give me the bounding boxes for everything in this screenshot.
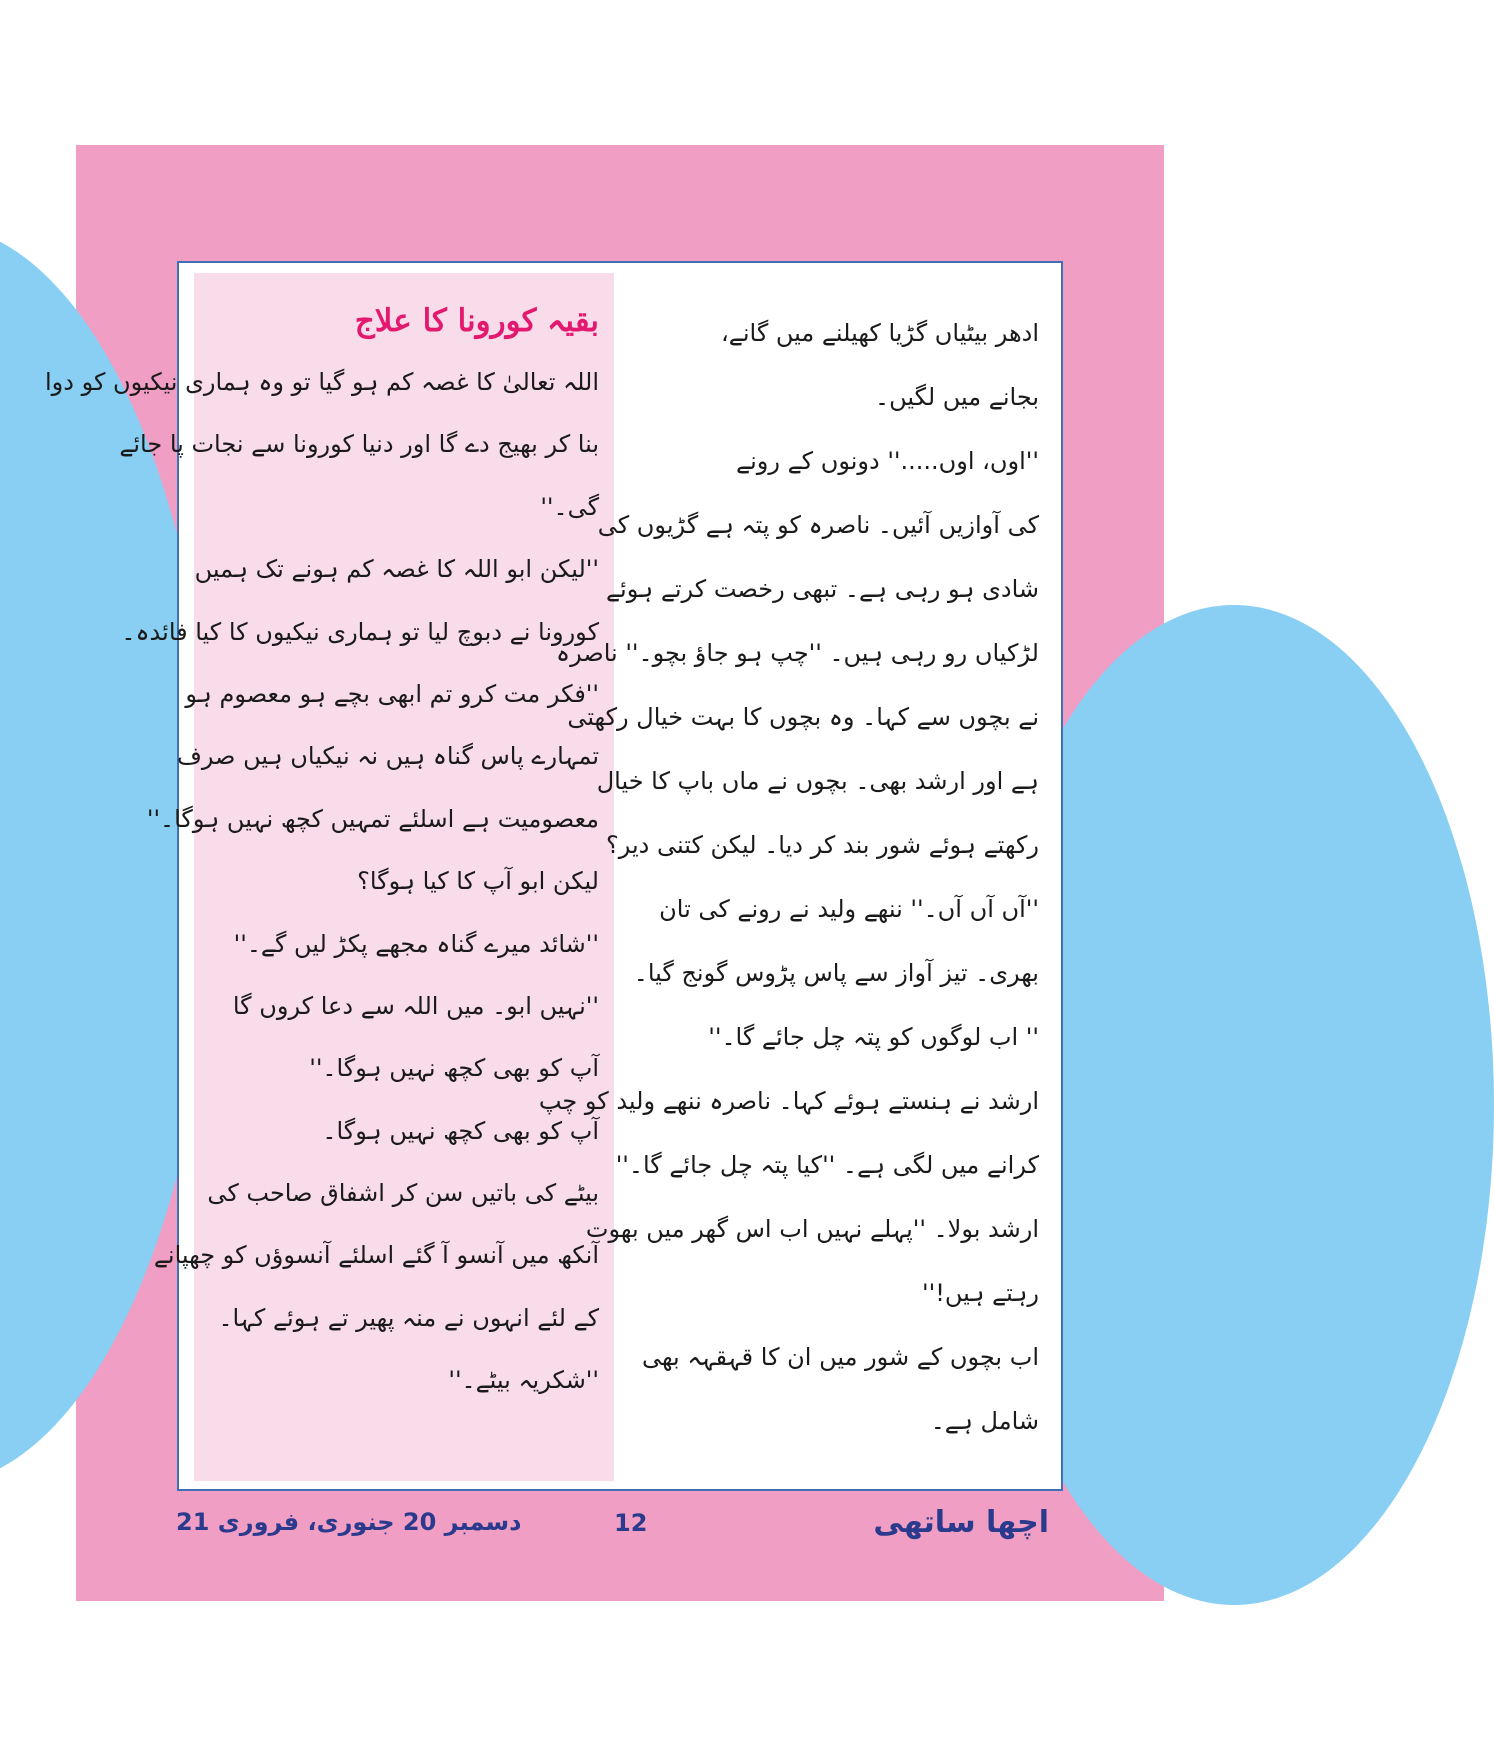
text-line: نے بچوں سے کہا۔ وہ بچوں کا بہت خیال رکھتی [567,703,1039,731]
text-line: ''شکریہ بیٹے۔'' [448,1366,599,1395]
column-title: بقیہ کورونا کا علاج [354,303,599,339]
text-line: ''آں آں آں۔'' ننھے ولید نے رونے کی تان [659,895,1039,923]
text-line: کی آوازیں آئیں۔ ناصرہ کو پتہ ہے گڑیوں کی [597,511,1039,539]
text-line: لیکن ابو آپ کا کیا ہوگا؟ [357,867,599,896]
text-line: ہے اور ارشد بھی۔ بچوں نے ماں باپ کا خیال [596,767,1039,795]
text-line: ''فکر مت کرو تم ابھی بچے ہو معصوم ہو [185,679,599,708]
text-line: رکھتے ہوئے شور بند کر دیا۔ لیکن کتنی دیر؟ [606,831,1039,859]
text-line: کرانے میں لگی ہے۔ ''کیا پتہ چل جائے گا۔'' [615,1151,1039,1179]
text-line: ارشد نے ہنستے ہوئے کہا۔ ناصرہ ننھے ولید کو چپ [538,1087,1039,1115]
text-line: ''شائد میرے گناہ مجھے پکڑ لیں گے۔'' [233,929,599,958]
content-frame [45,261,1063,1491]
issue-date: دسمبر 20 جنوری، فروری 21 [176,1508,522,1536]
text-line: ''اوں، اوں.....'' دونوں کے رونے [736,447,1039,475]
text-line: بیٹے کی باتیں سن کر اشفاق صاحب کی [207,1179,599,1208]
text-line: آنکھ میں آنسو آ گئے اسلئے آنسوؤں کو چھپانے [153,1241,599,1270]
text-line: بجانے میں لگیں۔ [875,383,1039,411]
text-line: اب بچوں کے شور میں ان کا قہقہہ بھی [641,1343,1039,1371]
text-line: لڑکیاں رو رہی ہیں۔ ''چپ ہو جاؤ بچو۔'' ناصرہ [556,639,1039,667]
text-line: شامل ہے۔ [930,1407,1039,1435]
page-number: 12 [614,1509,648,1537]
text-line: تمہارے پاس گناہ ہیں نہ نیکیاں ہیں صرف [176,742,599,771]
text-line: ادھر بیٹیاں گڑیا کھیلنے میں گانے، [721,319,1039,347]
text-line: بنا کر بھیج دے گا اور دنیا کورونا سے نجات پا جائے [119,430,599,459]
text-line: ''نہیں ابو۔ میں اللہ سے دعا کروں گا [232,991,599,1020]
text-line: ارشد بولا۔ ''پہلے نہیں اب اس گھر میں بھوت [585,1215,1039,1243]
text-line: رہتے ہیں!'' [922,1279,1039,1307]
text-line: '' اب لوگوں کو پتہ چل جائے گا۔'' [708,1023,1039,1051]
left-column [45,301,599,1412]
text-line: بھری۔ تیز آواز سے پاس پڑوس گونج گیا۔ [633,959,1039,987]
magazine-name: اچھا ساتھی [873,1505,1049,1540]
text-line: گی۔'' [540,492,599,521]
text-line: آپ کو بھی کچھ نہیں ہوگا۔'' [309,1054,599,1083]
text-line: کورونا نے دبوچ لیا تو ہماری نیکیوں کا کیا فائدہ۔ [121,617,599,646]
text-line: کے لئے انہوں نے منہ پھیر تے ہوئے کہا۔ [218,1303,599,1332]
page-footer [76,1505,1164,1555]
text-line: آپ کو بھی کچھ نہیں ہوگا۔ [322,1116,599,1145]
text-line: معصومیت ہے اسلئے تمہیں کچھ نہیں ہوگا۔'' [146,804,599,833]
right-column [538,301,1039,1453]
text-line: ''لیکن ابو اللہ کا غصہ کم ہونے تک ہمیں [194,555,599,584]
text-line: اللہ تعالیٰ کا غصہ کم ہو گیا تو وہ ہماری نیکیوں کو دوا [45,368,599,396]
text-line: شادی ہو رہی ہے۔ تبھی رخصت کرتے ہوئے [605,575,1039,603]
